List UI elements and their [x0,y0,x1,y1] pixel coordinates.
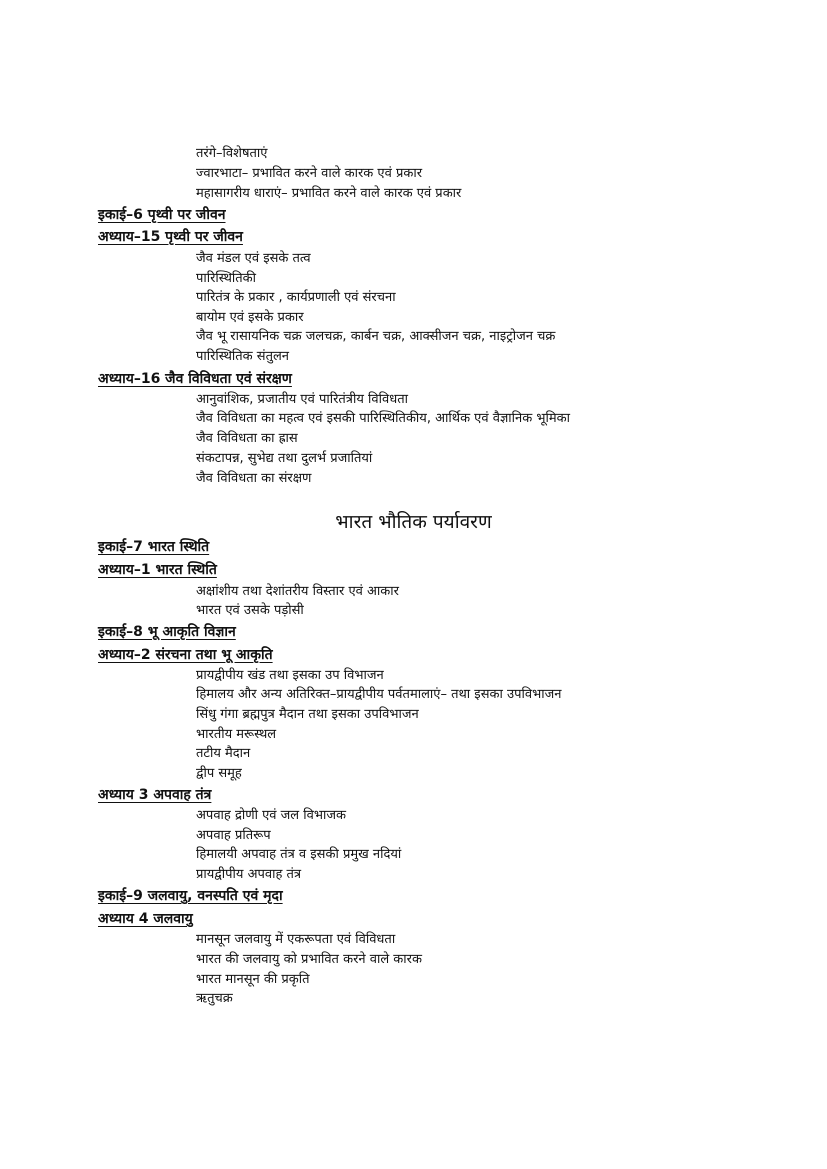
list-item: जैव विविधता का संरक्षण [196,471,312,486]
list-item: तटीय मैदान [196,746,251,761]
list-item: सिंधु गंगा ब्रह्मपुत्र मैदान तथा इसका उपविभाजन [196,707,419,722]
chapter-heading: अध्याय–2 संरचना तथा भू आकृति [98,647,273,663]
list-item: अपवाह प्रतिरूप [196,828,271,843]
list-item: ऋतुचक्र [196,991,233,1006]
chapter-heading: अध्याय–1 भारत स्थिति [98,562,217,578]
list-item: हिमालयी अपवाह तंत्र व इसकी प्रमुख नदियां [196,847,402,862]
list-item: भारत मानसून की प्रकृति [196,972,310,987]
unit-heading: इकाई–6 पृथ्वी पर जीवन [98,207,226,223]
list-item: भारतीय मरूस्थल [196,727,277,742]
chapter-heading: अध्याय 4 जलवायु [98,911,193,927]
list-item: पारिस्थितिक संतुलन [196,349,290,364]
unit-heading: इकाई–7 भारत स्थिति [98,539,210,555]
list-item: पारितंत्र के प्रकार , कार्यप्रणाली एवं संरचना [196,290,396,305]
list-item: भारत की जलवायु को प्रभावित करने वाले कारक [196,952,422,967]
list-item: पारिस्थितिकी [196,271,257,286]
list-item: बायोम एवं इसके प्रकार [196,310,304,325]
chapter-heading: अध्याय–16 जैव विविधता एवं संरक्षण [98,371,292,387]
list-item: जैव विविधता का ह्रास [196,431,298,446]
list-item: मानसून जलवायु में एकरूपता एवं विविधता [196,932,396,947]
unit-heading: इकाई–9 जलवायु, वनस्पति एवं मृदा [98,888,283,904]
list-item: अपवाह द्रोणी एवं जल विभाजक [196,808,346,823]
unit-heading: इकाई–8 भू आकृति विज्ञान [98,624,236,640]
list-item: भारत एवं उसके पड़ोसी [196,603,304,618]
list-item: जैव विविधता का महत्व एवं इसकी पारिस्थितिकीय, आर्थिक एवं वैज्ञानिक भूमिका [196,411,570,426]
page-title: भारत भौतिक पर्यावरण [335,511,492,533]
chapter-heading: अध्याय–15 पृथ्वी पर जीवन [98,229,243,245]
list-item: ज्वारभाटा– प्रभावित करने वाले कारक एवं प्रकार [196,166,423,181]
list-item: आनुवांशिक, प्रजातीय एवं पारितंत्रीय विविधता [196,392,408,407]
list-item: जैव भू रासायनिक चक्र जलचक्र, कार्बन चक्र, आक्सीजन चक्र, नाइट्रोजन चक्र [196,329,556,344]
list-item: तरंगे–विशेषताएं [196,146,268,161]
list-item: प्रायद्वीपीय खंड तथा इसका उप विभाजन [196,668,384,683]
list-item: हिमालय और अन्य अतिरिक्त–प्रायद्वीपीय पर्वतमालाएं– तथा इसका उपविभाजन [196,687,562,702]
list-item: जैव मंडल एवं इसके तत्व [196,251,311,266]
list-item: संकटापन्न, सुभेद्य तथा दुलर्भ प्रजातियां [196,451,373,466]
list-item: प्रायद्वीपीय अपवाह तंत्र [196,867,302,882]
list-item: द्वीप समूह [196,766,242,781]
chapter-heading: अध्याय 3 अपवाह तंत्र [98,787,212,803]
list-item: अक्षांशीय तथा देशांतरीय विस्तार एवं आकार [196,584,399,599]
list-item: महासागरीय धाराएं– प्रभावित करने वाले कारक एवं प्रकार [196,186,462,201]
